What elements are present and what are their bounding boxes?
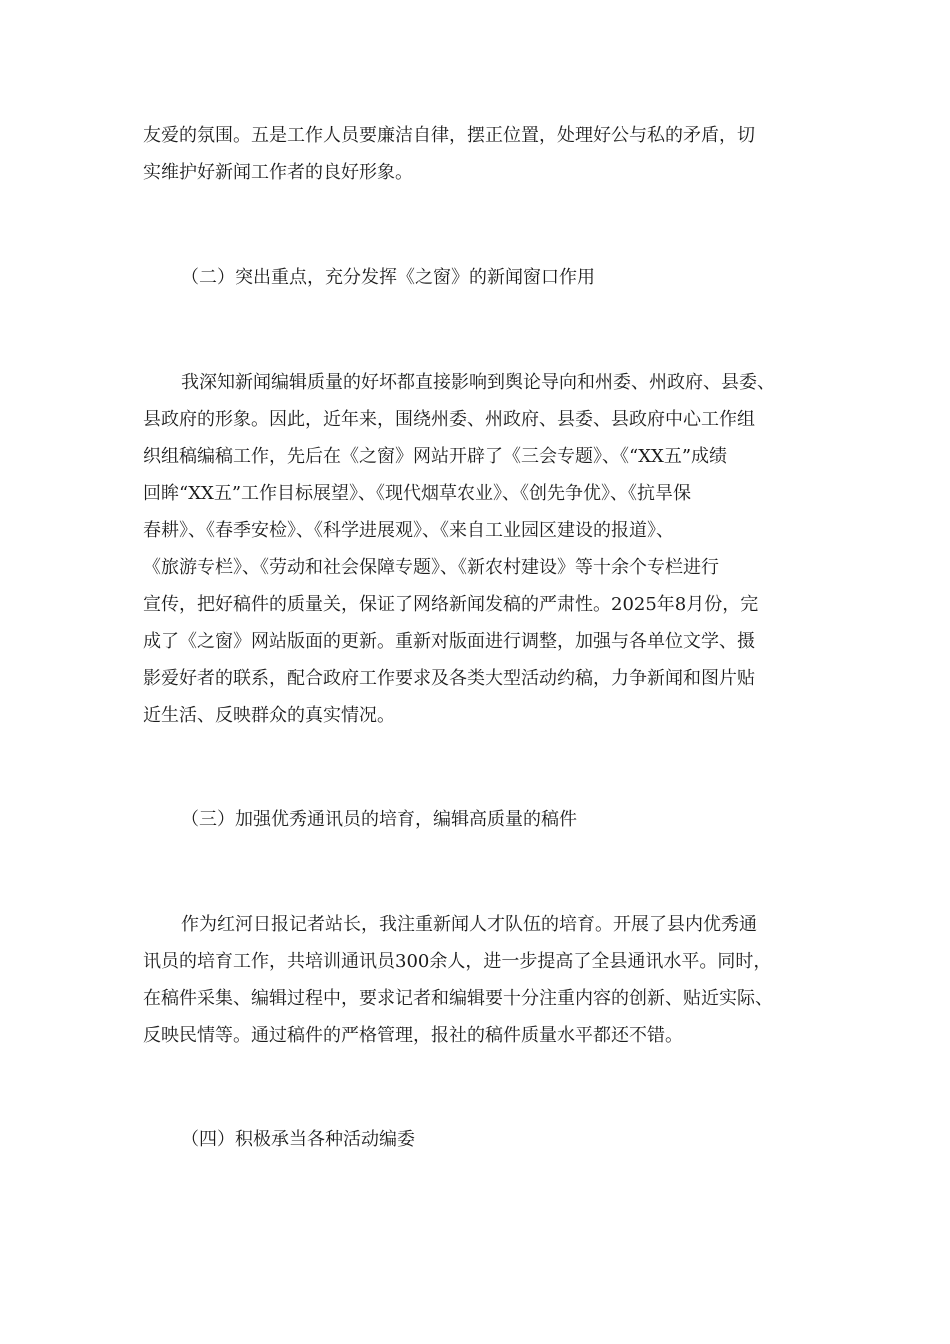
paragraph-2-line-2: 县政府的形象。因此，近年来，围绕州委、州政府、县委、县政府中心工作组 bbox=[143, 409, 755, 430]
paragraph-3-line-4: 反映民情等。通过稿件的严格管理，报社的稿件质量水平都还不错。 bbox=[143, 1025, 683, 1046]
paragraph-3-line-3: 在稿件采集、编辑过程中，要求记者和编辑要十分注重内容的创新、贴近实际、 bbox=[143, 988, 773, 1009]
paragraph-1-line-2: 实维护好新闻工作者的良好形象。 bbox=[143, 162, 413, 183]
paragraph-2-line-3: 织组稿编稿工作，先后在《之窗》网站开辟了《三会专题》、《“XX五”成绩 bbox=[143, 446, 728, 467]
paragraph-1-line-1: 友爱的氛围。五是工作人员要廉洁自律，摆正位置，处理好公与私的矛盾，切 bbox=[143, 125, 755, 146]
paragraph-2-line-7: 宣传，把好稿件的质量关，保证了网络新闻发稿的严肃性。2025年8月份，完 bbox=[143, 594, 759, 615]
paragraph-2-line-9: 影爱好者的联系，配合政府工作要求及各类大型活动约稿，力争新闻和图片贴 bbox=[143, 668, 755, 689]
paragraph-2-line-6: 《旅游专栏》、《劳动和社会保障专题》、《新农村建设》等十余个专栏进行 bbox=[143, 557, 719, 578]
paragraph-2-line-4: 回眸“XX五”工作目标展望》、《现代烟草农业》、《创先争优》、《抗旱保 bbox=[143, 483, 692, 504]
paragraph-2-line-10: 近生活、反映群众的真实情况。 bbox=[143, 705, 395, 726]
section-heading-3: （三）加强优秀通讯员的培育，编辑高质量的稿件 bbox=[181, 809, 577, 830]
paragraph-2-line-1: 我深知新闻编辑质量的好坏都直接影响到舆论导向和州委、州政府、县委、 bbox=[181, 372, 775, 393]
paragraph-2 bbox=[143, 364, 808, 734]
paragraph-2-line-5: 春耕》、《春季安检》、《科学进展观》、《来自工业园区建设的报道》、 bbox=[143, 520, 674, 541]
section-heading-4: （四）积极承当各种活动编委 bbox=[181, 1129, 415, 1150]
section-heading-2: （二）突出重点，充分发挥《之窗》的新闻窗口作用 bbox=[181, 267, 595, 288]
paragraph-3-line-2: 讯员的培育工作，共培训通讯员300余人，进一步提高了全县通讯水平。同时， bbox=[143, 951, 772, 972]
paragraph-3-line-1: 作为红河日报记者站长，我注重新闻人才队伍的培育。开展了县内优秀通 bbox=[181, 914, 757, 935]
paragraph-1 bbox=[143, 117, 808, 191]
paragraph-2-line-8: 成了《之窗》网站版面的更新。重新对版面进行调整，加强与各单位文学、摄 bbox=[143, 631, 755, 652]
paragraph-3 bbox=[143, 906, 808, 1054]
